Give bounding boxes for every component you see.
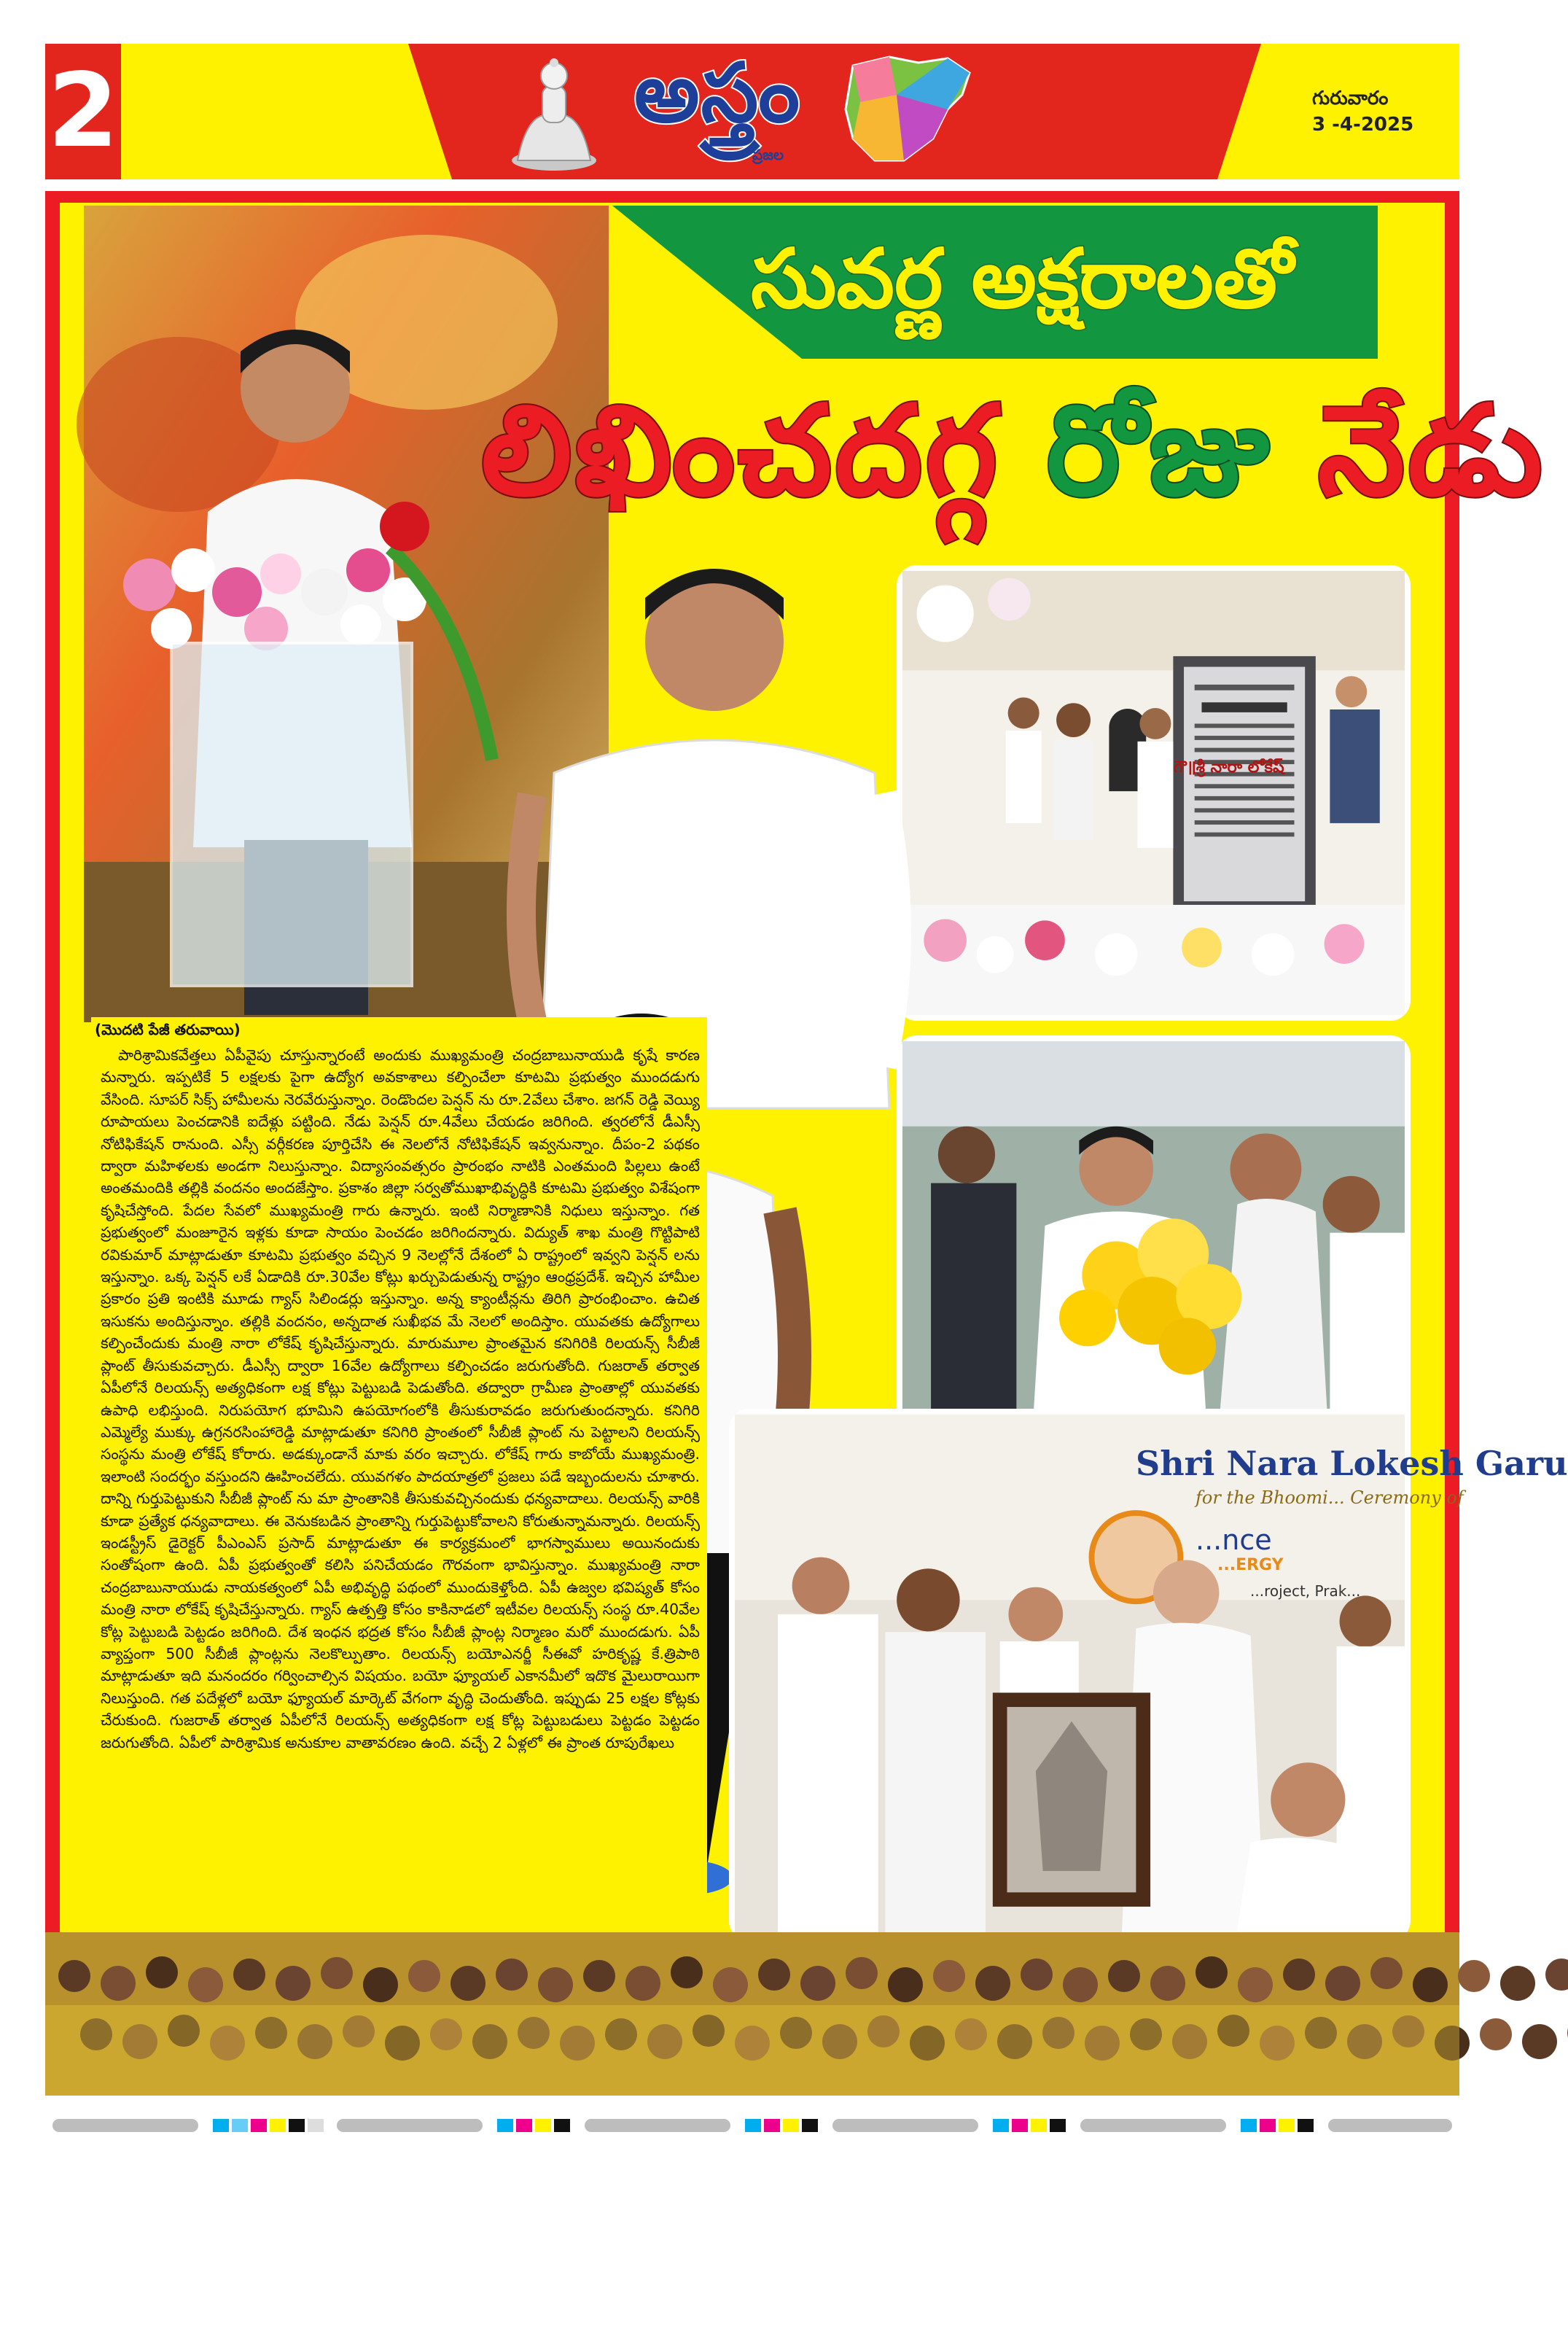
banner-brand: ...nce	[1195, 1524, 1272, 1556]
headline-line1: సువర్ణ అక్షరాలతో	[751, 232, 1294, 327]
banner-brand-sub: ...ERGY	[1217, 1556, 1284, 1574]
print-registration-strip	[45, 2113, 1459, 2138]
banner-title: Shri Nara Lokesh Garu	[1136, 1444, 1568, 1483]
banner-subtitle: for the Bhoomi... Ceremony of	[1195, 1487, 1464, 1508]
article-kicker: (మొదటి పేజీ తరువాయి)	[95, 1021, 241, 1038]
headline-line2-part1: లిఖించదగ్గ	[481, 379, 1047, 524]
page-number: 2	[45, 44, 121, 179]
article-body: పారిశ్రామికవేత్తలు ఏపీవైపు చూస్తున్నారంటే అందుకు ముఖ్యమంత్రి చంద్రబాబునాయుడి కృషే కారణ మన్నారు. ఇప్పటికే 5 లక్షలకు పైగా ఉద్యోగ అవకాశాలు కల్పించేలా కూటమి ప్రభుత్వం ముందడుగు వేసింది. సూపర్ సిక్స్ హామీలను నెరవేరుస్తున్నాం. రెండొందల పెన్షన్ ను రూ.2వేలు చేశాం. జగన్ రెడ్డి వెయ్యి రూపాయలు పెంచడానికి ఐదేళ్లు పట్టింది. నేడు పెన్షన్ రూ.4వేలు చేయడం జరిగింది. త్వరలోనే డీఎస్సీ నోటిఫికేషన్ రానుంది. ఎస్సీ వర్గీకరణ పూర్తిచేసి ఈ నెలలోనే నోటిఫికేషన్ ఇవ్వనున్నాం. దీపం-2 పథకం ద్వారా మహిళలకు అండగా నిలుస్తున్నాం. విద్యాసంవత్సరం ప్రారంభం నాటికి ఎంతమంది పిల్లలు ఉంటే అంతమందికి తల్లికి వందనం అందజేస్తాం. ప్రకాశం జిల్లా సర్వతోముఖాభివృద్ధికి కూటమి ప్రభుత్వం విశేషంగా కృషిచేస్తోంది. పేదల సేవలో ముఖ్యమంత్రి గారు ఉన్నారు. ఇంటి నిర్మాణానికి నిధులు ఇస్తున్నాం. గత ప్రభుత్వంలో మంజూరైన ఇళ్లకు కూడా సాయం పెంచడం జరిగిందన్నారు. విద్యుత్ శాఖ మంత్రి గొట్టిపాటి రవికుమార్ మాట్లాడుతూ కూటమి ప్రభుత్వం వచ్చిన 9 నెలల్లోనే దేశంలో ఏ రాష్ట్రంలో ఇవ్వని పెన్షన్ లను ఇస్తున్నాం. ఒక్క పెన్షన్ లకే ఏడాదికి రూ.30వేల కోట్లు ఖర్చుపెడుతున్న రాష్ట్రం ఆంధ్రప్రదేశ్. ఇచ్చిన హామీల ప్రకారం ప్రతి ఇంటికి మూడు గ్యాస్ సిలిండర్లు ఇస్తున్నాం. అన్న క్యాంటీన్లను తిరిగి ప్రారంభించాం. ఉచిత ఇసుకను అందిస్తున్నాం. తల్లికి వందనం, అన్నదాత సుఖీభవ మే నెలలో అందిస్తాం. యువతకు ఉద్యోగాలు కల్పించేందుకు మంత్రి నారా లోకేష్ కృషిచేస్తున్నారు. మారుమూల ప్రాంతమైన కనిగిరికి రిలయన్స్ సీబీజీ ప్లాంట్ తీసుకువచ్చారు. డీఎస్సీ ద్వారా 16వేల ఉద్యోగాలు కల్పించడం జరుగుతోంది. గుజరాత్ తర్వాత ఏపీలోనే రిలయన్స్ అత్యధికంగా లక్ష కోట్లు పెట్టుబడి పెడుతోంది. తద్వారా గ్రామీణ ప్రాంతాల్లో యువతకు ఉపాధి లభిస్తుంది. నిరుపయోగ భూమిని ఉపయోగంలోకి తీసుకురావడం జరుగుతుందన్నారు. కనిగిరి ఎమ్మెల్యే ముక్కు ఉగ్రనరసింహారెడ్డి మాట్లాడుతూ కనిగిరి ప్రాంతంలో సీబీజీ ప్లాంట్ ను పెట్టాలని రిలయన్స్ సంస్థను మంత్రి లోకేష్ కోరారు. అడక్కుండానే మాకు వరం ఇచ్చారు. లోకేష్ గారు కాబోయే ముఖ్యమంత్రి. ఇలాంటి సందర్భం వస్తుందని ఊహించలేదు. యువగళం పాదయాత్రలో ప్రజలు పడే ఇబ్బందులను చూశారు. దాన్ని గుర్తుపెట్టుకుని సీబీజీ ప్లాంట్ ను మా ప్రాంతానికి తీసుకువచ్చినందుకు ధన్యవాదాలు. రిలయన్స్ వారికి కూడా ప్రత్యేక ధన్యవాదాలు. ఈ వెనుకబడిన ప్రాంతాన్ని గుర్తుపెట్టుకోవాలని కోరుతున్నామన్నారు. రిలయన్స్ ఇండస్ట్రీస్ డైరెక్టర్ పీఎంఎస్ ప్రసాద్ మాట్లాడుతూ ఈ కార్యక్రమంలో భాగస్వాములు అయినందుకు సంతోషంగా ఉంది. ఏపీ ప్రభుత్వంతో కలిసి పనిచేయడం గౌరవంగా భావిస్తున్నాం. ముఖ్యమంత్రి నారా చంద్రబాబునాయుడు నాయకత్వంలో ఏపీ అభివృద్ధి పథంలో ముందుకెళ్తోంది. ఏపీ ఉజ్వల భవిష్యత్ కోసం మంత్రి నారా లోకేష్ కృషిచేస్తున్నారు. గ్యాస్ ఉత్పత్తి కోసం కాకినాడలో ఇటీవల రిలయన్స్ సంస్థ రూ.40వేల కోట్ల పెట్టుబడి పెట్టడం జరిగింది. దేశ ఇంధన భద్రత కోసం సీబీజీ ప్లాంట్ల నిర్మాణం మరో ముందడుగు. ఏపీ వ్యాప్తంగా 500 సీబీజీ ప్లాంట్లను నెలకొల్పుతాం. రిలయన్స్ బయోఎనర్జీ సీఈవో హరికృష్ణ కే.త్రిపాఠి మాట్లాడుతూ ఇది మనందరం గర్వించాల్సిన విషయం. బయో ఫ్యూయల్ ఎకానమీలో ఇదొక మైలురాయిగా నిలుస్తుంది. గత పదేళ్లలో బయో ఫ్యూయల్ మార్కెట్ వేగంగా వృద్ధి చెందుతోంది. ఇప్పుడు 25 లక్షల కోట్లకు చేరుకుంది. గుజరాత్ తర్వాత ఏపీలోనే రిలయన్స్ అత్యధికంగా లక్ష కోట్ల పెట్టుబడులు పెట్టడం పెట్టడం జరుగుతోంది. ఏపీలో పారిశ్రామిక అనుకూల వాతావరణం ఉంది. వచ్చే 2 ఏళ్లలో ఈ ప్రాంత రూపురేఖలు	[101, 1046, 700, 1751]
banner-project: ...roject, Prak...	[1250, 1582, 1361, 1600]
newspaper-logo: అస్త్రం	[634, 45, 802, 141]
buddha-statue-icon	[512, 58, 596, 171]
headline-line2	[481, 379, 1545, 554]
headline-line2-part2: రోజు	[1046, 379, 1272, 524]
masthead-day: గురువారం	[1312, 87, 1389, 109]
ap-map-icon	[846, 57, 970, 160]
headline-line2-part3: నేడు	[1271, 379, 1545, 524]
newspaper-logo-prefix: ప్రజల	[752, 146, 784, 163]
photo-crowd	[45, 1932, 1459, 2096]
photo-bouquet	[897, 1035, 1411, 1466]
photo-foundation-stone	[897, 565, 1411, 1021]
masthead-date: 3 -4-2025	[1312, 114, 1414, 136]
plaque-title: గౌ॥శ్రీ నారా లోకేష్	[1174, 758, 1284, 777]
